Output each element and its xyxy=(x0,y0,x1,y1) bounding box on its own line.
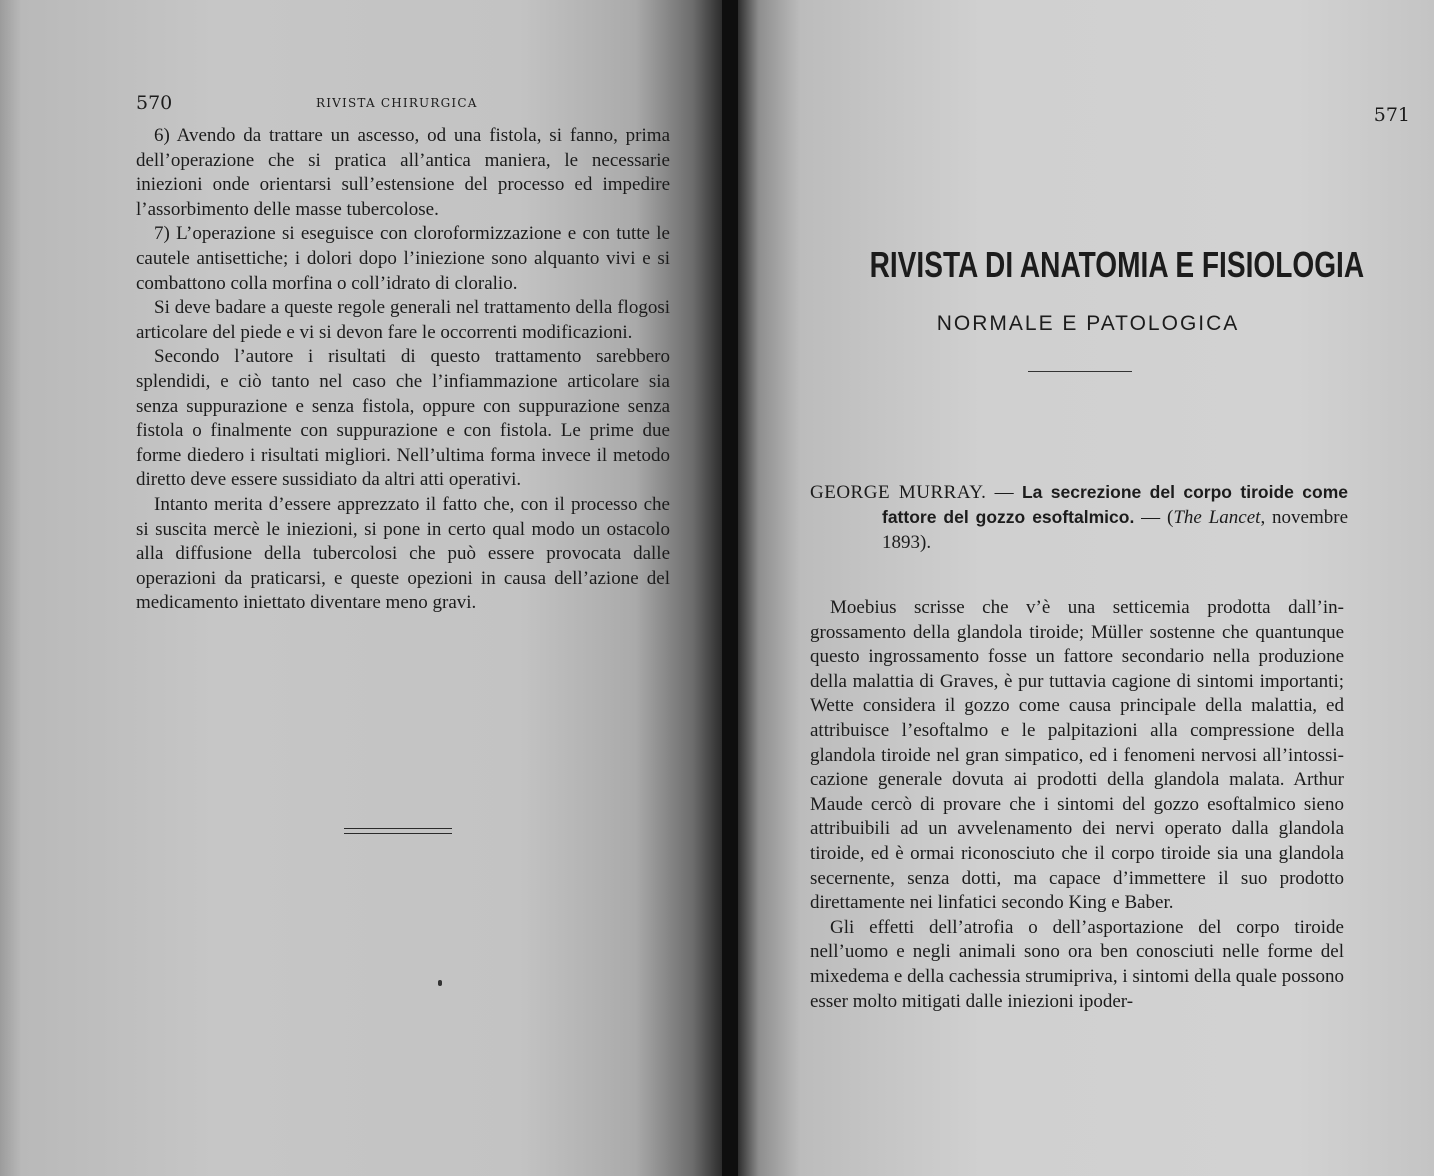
paragraph: Secondo l’autore i risultati di questo trattamento sarebbero splendidi, e ciò tanto nel caso che l’infiammazione articolare sia senza suppurazione e senza fistola, oppure con suppurazione senza fistola o finalmente con suppurazione e con fistola. Le prime due forme diedero i risultati migliori. Nell’ultima forma invece il metodo diretto deve essere sussidiato da altri atti operativi. xyxy=(136,346,670,491)
right-page xyxy=(738,0,1434,1176)
section-title: RIVISTA DI ANATOMIA E FISIOLOGIA xyxy=(869,244,1365,285)
page-number: 571 xyxy=(1373,104,1410,126)
paragraph: Moebius scrisse che v’è una setticemia prodotta dall’ingrossamento della glandola tiroide; Müller sostenne che quantunque questo ingrossamento fosse un fattore secondario nella produzione della malattia di Graves, è pur tuttavia cagione di sintomi importanti; Wette considera il gozzo come causa principale della malattia, ed attribuisce l’esoftalmo e le palpitazioni alla compressione della glandola tiroide nel gran simpatico, ed i fenomeni nervosi all’intossicazione generale dovuta ai prodotti della glandola malata. Arthur Maude cercò di provare che i sintomi del gozzo esoftalmico sieno attribuibili ad un avvelenamento dei nervi operato dalla glandola tiroide, ed è ormai riconosciuto che il corpo tiroide sia una glandola secernente, senza dotti, ma capace d’immettere il suo prodotto direttamente nei linfatici secondo King e Baber. xyxy=(810,597,1344,914)
paragraph: Gli effetti dell’atrofia o dell’asportazione del corpo tiroide nell’uomo e negli animali sono ora ben conosciuti nelle forme del mixedema e della cachessia strumipriva, i sintomi della quale possono esser molto mitigati dalle iniezioni ipoder- xyxy=(810,916,1344,1012)
book-gutter xyxy=(722,0,738,1176)
running-title: RIVISTA CHIRURGICA xyxy=(316,96,478,110)
ink-spot xyxy=(438,980,442,986)
paragraph: Intanto merita d’essere apprezzato il fatto che, con il processo che si suscita mercè le iniezioni, si pone in certo qual modo un ostacolo alla diffusione della tubercolosi che può essere provocata dalle operazioni da praticarsi, e queste opezioni in causa dell’azione del medicamento iniettato diventare meno gravi. xyxy=(136,493,670,614)
review-date: , novembre 1893). xyxy=(882,507,1349,553)
dash: — xyxy=(986,482,1022,503)
paragraph: Si deve badare a queste regole generali nel trattamento della flogosi articolare del piede e vi si devon fare le occorrenti modificazioni. xyxy=(136,297,670,343)
left-page-body xyxy=(136,124,670,616)
dash: — ( xyxy=(1134,507,1174,528)
paragraph: 6) Avendo da trattare un ascesso, od una fistola, si fanno, prima dell’operazione che si pratica all’antica maniera, le necessarie iniezioni onde orientarsi sull’estensione del processo ed impedire l’assorbimento delle masse tubercolose. xyxy=(136,125,670,220)
section-end-rule xyxy=(344,828,452,834)
paragraph: 7) L’operazione si eseguisce con cloroformizzazione e con tutte le cautele antisettiche; i dolori dopo l’iniezione sono alquanto vivi e si combattono colla morfina o coll’idrato di cloralio. xyxy=(136,223,670,294)
review-article-title: La secrezione del corpo tiroide come fattore del gozzo esoftalmico. xyxy=(882,482,1348,527)
page-number: 570 xyxy=(136,92,173,114)
review-author: GEORGE MURRAY. xyxy=(810,482,987,503)
review-heading xyxy=(810,480,1348,555)
section-subtitle: NORMALE E PATOLOGICA xyxy=(936,312,1240,335)
review-journal: The Lancet xyxy=(1173,507,1261,528)
right-page-body xyxy=(810,596,1344,1014)
title-rule xyxy=(1028,371,1132,372)
running-head xyxy=(136,92,670,118)
